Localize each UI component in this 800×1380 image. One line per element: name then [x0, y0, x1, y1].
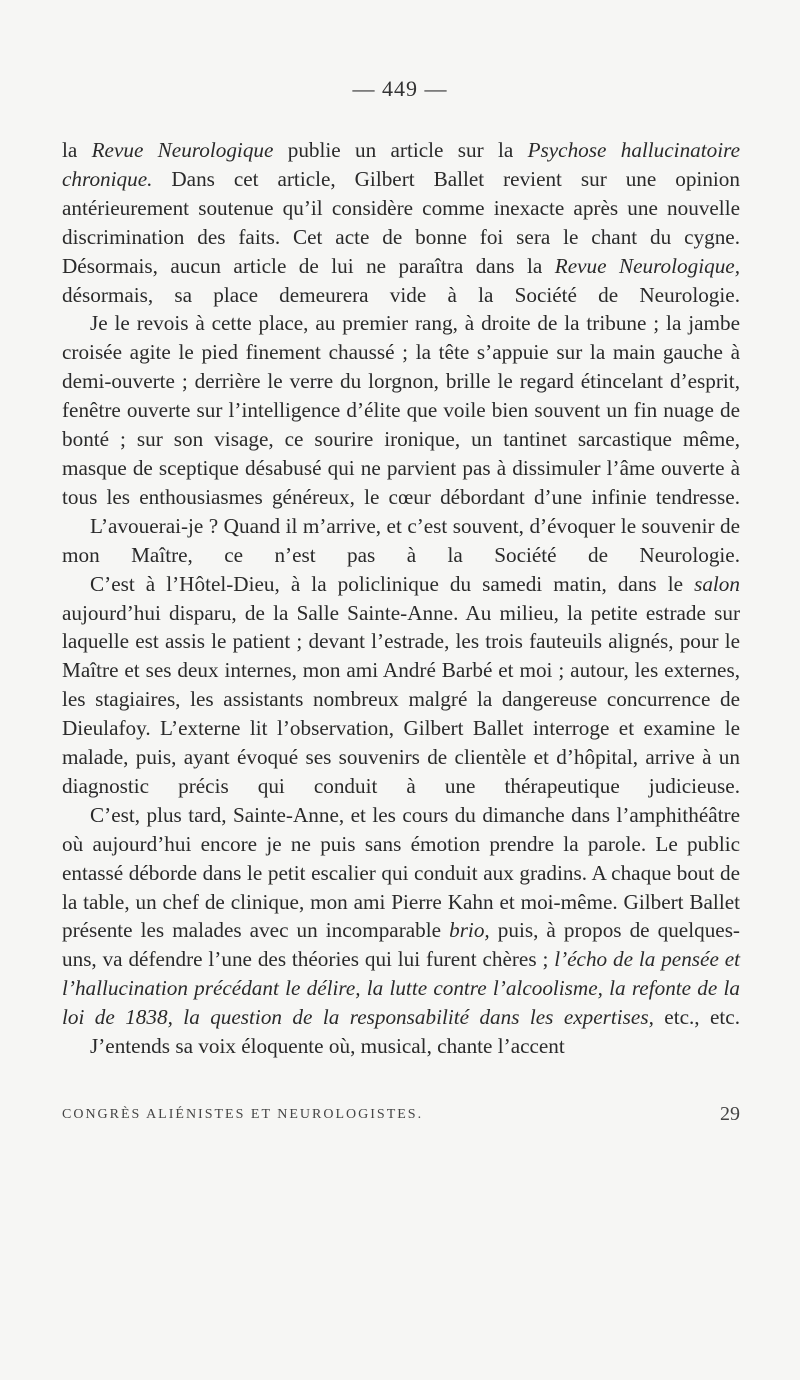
paragraph — [62, 801, 740, 1032]
paragraph — [62, 570, 740, 801]
page-footer — [62, 1103, 740, 1126]
text-run: désormais, sa place demeurera vide à la Société de Neurologie. — [62, 282, 740, 307]
text-run: puis, à propos de quelques-uns, va défendre l’une des théories qui lui furent chères ; — [62, 918, 740, 972]
text-run: Dans cet article, Gilbert Ballet revient sur une opinion antérieurement soutenue qu’il considère comme inexacte après une nouvelle discrimination des faits. Cet acte de bonne foi sera le chant du cygne. Désormais, aucun article de lui ne paraîtra dans la — [62, 166, 740, 278]
paragraph — [62, 1032, 740, 1061]
text-run: aujourd’hui disparu, de la Salle Sainte-Anne. Au milieu, la petite estrade sur laquelle est assis le patient ; devant l’estrade, les trois fauteuils alignés, pour le Maître et ses deux internes, mon ami André Barbé et moi ; autour, les externes, les stagiaires, les assistants nombreux malgré la dangereuse concurrence de Dieulafoy. L’externe lit l’observation, Gilbert Ballet interroge et examine le malade, puis, ayant évoqué ses souvenirs de clientèle et d’hôpital, arrive à un diagnostic précis qui conduit à une thérapeutique judicieuse. — [62, 600, 740, 798]
text-run: publie un article sur la — [273, 138, 528, 162]
signature-number: 29 — [720, 1103, 740, 1125]
italic-text: Revue Neurologique, — [554, 253, 740, 278]
text-run: C’est à l’Hôtel-Dieu, à la policlinique du samedi matin, dans le — [90, 571, 695, 596]
signature-mark: CONGRÈS ALIÉNISTES ET NEUROLOGISTES. — [62, 1107, 424, 1122]
paragraph — [62, 309, 740, 511]
body-text — [62, 136, 740, 1061]
text-run: C’est, plus tard, Sainte-Anne, et les cours du dimanche dans l’amphithéâtre où aujourd’hui encore je ne puis sans émotion prendre la parole. Le public entassé déborde dans le petit escalier qui conduit aux gradins. A chaque bout de la table, un chef de clinique, mon ami Pierre Kahn et moi-même. Gilbert Ballet présente les malades avec un incomparable — [62, 802, 740, 943]
text-run: la — [62, 138, 92, 162]
italic-text: Psychose hallucinatoire chronique. — [62, 138, 740, 191]
text-run: L’avouerai-je ? Quand il m’arrive, et c’est souvent, d’évoquer le souvenir de mon Maître, ce n’est pas à la Société de Neurologie. — [62, 513, 740, 567]
text-run: etc., etc. — [653, 1005, 740, 1030]
italic-text: l’écho de la pensée et l’hallucination précédant le délire, la lutte contre l’alcoolisme, la refonte de la loi de 1838, la question de la responsabilité dans les expertises, — [62, 947, 741, 1030]
italic-text: Revue Neurologique — [91, 138, 274, 162]
page-number: — 449 — — [352, 76, 448, 101]
paragraph — [62, 136, 740, 309]
text-run: Je le revois à cette place, au premier rang, à droite de la tribune ; la jambe croisée agite le pied finement chaussé ; la tête s’appuie sur la main gauche à demi-ouverte ; derrière le verre du lorgnon, brille le regard étincelant d’esprit, fenêtre ouverte sur l’intelligence d’élite que voile bien souvent un fin nuage de bonté ; sur son visage, ce sourire ironique, un tantinet sarcastique même, masque de sceptique désabusé qui ne parvient pas à dissimuler l’âme ouverte à tous les enthousiasmes généreux, le cœur débordant d’une infinie tendresse. — [62, 311, 740, 509]
paragraph — [62, 512, 740, 570]
text-run: J’entends sa voix éloquente où, musical, chante l’accent — [90, 1034, 565, 1059]
italic-text: salon — [694, 571, 740, 596]
italic-text: brio, — [449, 918, 490, 943]
